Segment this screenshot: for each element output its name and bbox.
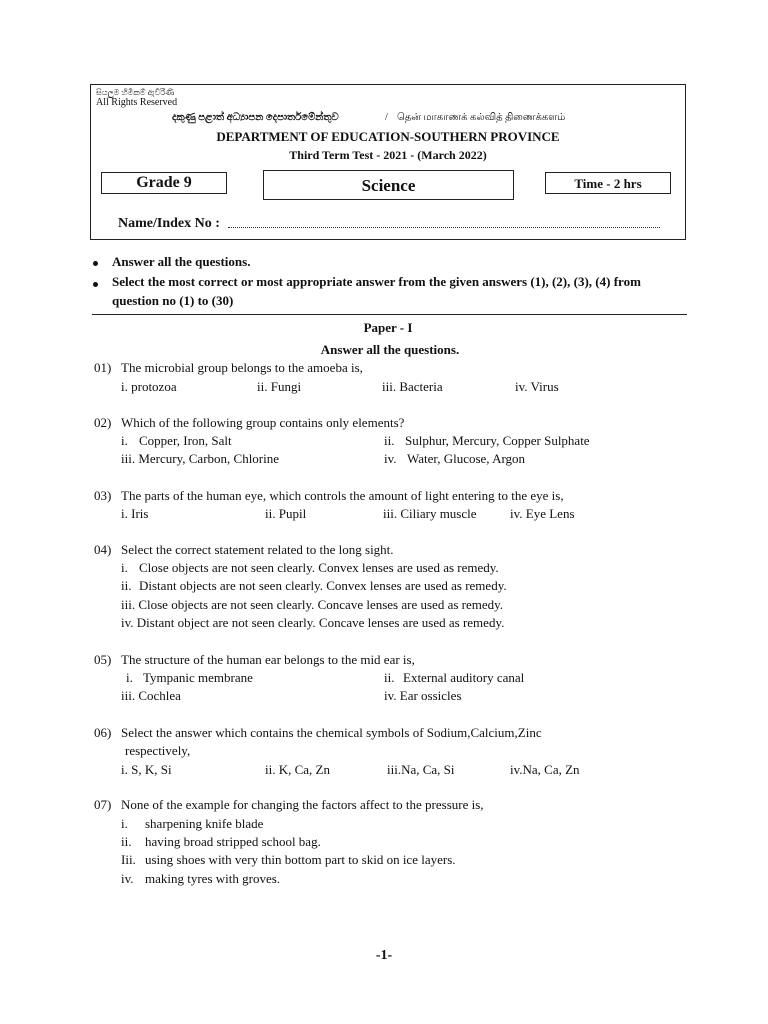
instruction-1: Answer all the questions. (112, 254, 251, 269)
question-number: 06) (94, 725, 112, 740)
question-number: 02) (94, 415, 112, 430)
question-text: The microbial group belongs to the amoeba is, (121, 360, 363, 375)
paper-subtitle: Answer all the questions. (320, 342, 460, 357)
option: iv.Na, Ca, Zn (510, 762, 580, 777)
instruction-2-continued: question no (1) to (30) (112, 293, 234, 308)
option: making tyres with groves. (145, 871, 281, 886)
option: Sulphur, Mercury, Copper Sulphate (405, 433, 590, 448)
name-index-line (228, 227, 660, 228)
page-number: -1- (375, 948, 393, 963)
option: iv. Distant object are not seen clearly. Concave lenses are used as remedy. (121, 615, 505, 630)
subject-box: Science (263, 170, 514, 200)
option: ii. (384, 433, 395, 448)
question-text: The structure of the human ear belongs to the mid ear is, (121, 652, 415, 667)
option: iv. Ear ossicles (384, 688, 462, 703)
rights-sinhala: සියලුම හිමිකම් ඇවිරිණි (96, 88, 175, 97)
paper-title: Paper - I (363, 320, 413, 335)
bullet-icon (93, 261, 98, 266)
department-sinhala: දකුණු පළාත් අධ්‍යාපන දෙපාර්තමේන්තුව (172, 112, 339, 123)
option: iii. Close objects are not seen clearly. Concave lenses are used as remedy. (121, 597, 504, 612)
option: iii. Cochlea (121, 688, 181, 703)
option: i. Iris (121, 506, 149, 521)
option: Iii. (121, 852, 136, 867)
question-text-continued: respectively, (125, 743, 191, 758)
option: ii. (384, 670, 395, 685)
divider (92, 314, 687, 315)
option: ii. Pupil (265, 506, 307, 521)
option: ii. K, Ca, Zn (265, 762, 330, 777)
option: Distant objects are not seen clearly. Convex lenses are used as remedy. (139, 578, 507, 593)
question-number: 03) (94, 488, 112, 503)
grade-box: Grade 9 (101, 172, 227, 194)
option: using shoes with very thin bottom part to skid on ice layers. (145, 852, 456, 867)
option: iv. (384, 451, 397, 466)
instruction-2: Select the most correct or most appropriate answer from the given answers (1), (2), (3), (4) from (112, 274, 641, 289)
option: having broad stripped school bag. (145, 834, 321, 849)
option: ii. (121, 578, 132, 593)
option: Tympanic membrane (143, 670, 253, 685)
option: Copper, Iron, Salt (139, 433, 232, 448)
question-text: Select the correct statement related to the long sight. (121, 542, 394, 557)
question-number: 04) (94, 542, 112, 557)
option: ii. Fungi (257, 379, 302, 394)
department-tamil: தென் மாகாணக் கல்வித் திணைக்களம் (397, 112, 566, 123)
time-box: Time - 2 hrs (545, 172, 671, 194)
test-title: Third Term Test - 2021 - (March 2022) (289, 148, 487, 162)
option: sharpening knife blade (145, 816, 264, 831)
option: iv. Virus (515, 379, 559, 394)
bullet-icon (93, 282, 98, 287)
option: iv. Eye Lens (510, 506, 575, 521)
option: Close objects are not seen clearly. Convex lenses are used as remedy. (139, 560, 499, 575)
option: Water, Glucose, Argon (407, 451, 526, 466)
option: ii. (121, 834, 132, 849)
option: iv. (121, 871, 134, 886)
question-text: The parts of the human eye, which controls the amount of light entering to the eye is, (121, 488, 564, 503)
option: i. (121, 433, 128, 448)
option: iii. Ciliary muscle (383, 506, 477, 521)
option: i. (121, 560, 128, 575)
question-text: Select the answer which contains the chemical symbols of Sodium,Calcium,Zinc (121, 725, 542, 740)
option: External auditory canal (403, 670, 525, 685)
question-number: 05) (94, 652, 112, 667)
department-title: DEPARTMENT OF EDUCATION-SOUTHERN PROVINCE (216, 129, 560, 144)
option: iii. Mercury, Carbon, Chlorine (121, 451, 280, 466)
option: i. (126, 670, 133, 685)
option: i. (121, 816, 128, 831)
option: iii.Na, Ca, Si (387, 762, 455, 777)
name-index-label: Name/Index No : (118, 216, 220, 231)
question-number: 01) (94, 360, 112, 375)
header-separator: / (385, 112, 388, 123)
option: i. S, K, Si (121, 762, 172, 777)
question-number: 07) (94, 797, 112, 812)
question-text: None of the example for changing the factors affect to the pressure is, (121, 797, 484, 812)
option: iii. Bacteria (382, 379, 443, 394)
question-text: Which of the following group contains only elements? (121, 415, 405, 430)
option: i. protozoa (121, 379, 177, 394)
rights-reserved: All Rights Reserved (96, 97, 178, 108)
